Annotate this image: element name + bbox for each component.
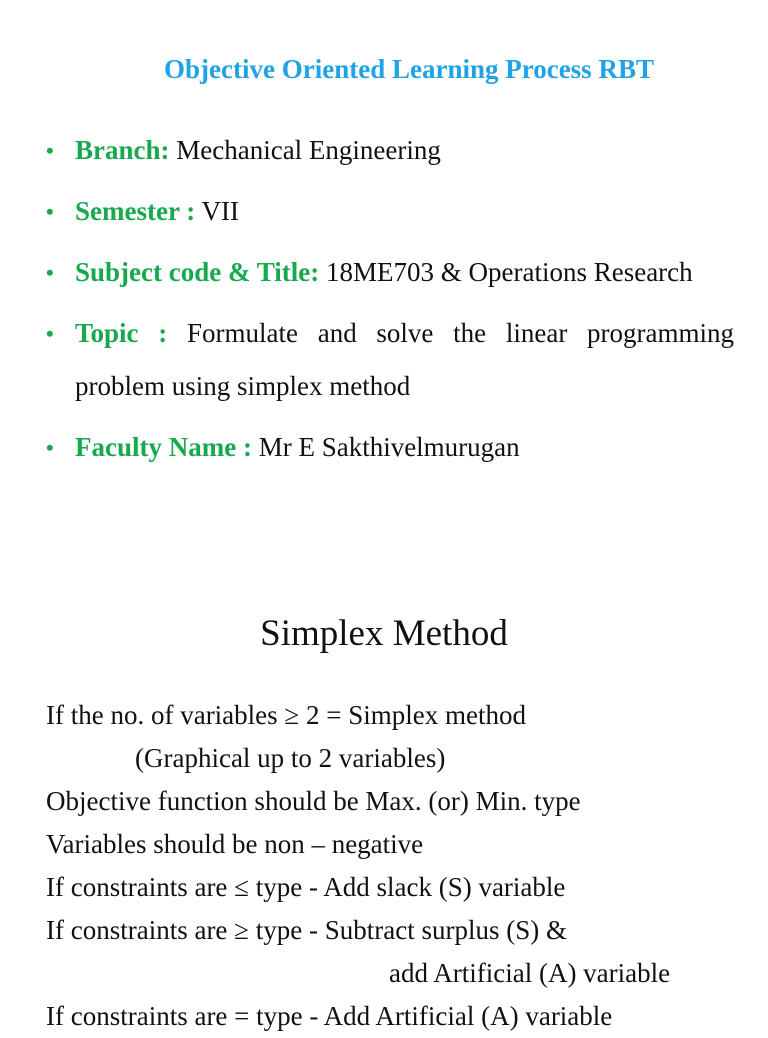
bullet-text: 18ME703 & Operations Research [325,257,693,287]
rule-line: If constraints are ≤ type - Add slack (S) variable [46,872,566,902]
slide-title: Objective Oriented Learning Process RBT [164,54,654,84]
rule-line: Variables should be non – negative [46,829,424,859]
bullet-dot: • [46,260,54,285]
bullet-topic [46,307,734,413]
bullet-faculty [46,421,734,474]
bullet-dot: • [46,435,54,460]
rule-line: Objective function should be Max. (or) Min. type [46,786,581,816]
bullet-subject [46,246,734,299]
section-title: Simplex Method [260,613,508,654]
rule-line: add Artificial (A) variable [389,958,671,988]
bullet-text: Mr E Sakthivelmurugan [258,432,520,462]
bullet-text: VII [201,196,239,226]
rule-line: (Graphical up to 2 variables) [135,743,446,773]
bullet-semester [46,185,734,238]
bullet-label: Faculty Name : [75,432,252,462]
bullet-label: Topic : [75,318,168,348]
bullet-dot: • [46,199,54,224]
bullet-branch [46,124,734,177]
bullet-label: Branch: [75,135,170,165]
bullet-label: Semester : [75,196,196,226]
rule-line: If constraints are = type - Add Artificial (A) variable [46,1001,613,1031]
bullet-text: Mechanical Engineering [176,135,441,165]
bullet-dot: • [46,321,54,346]
bullet-dot: • [46,138,54,163]
rule-line: If the no. of variables ≥ 2 = Simplex method [46,700,526,730]
bullet-label: Subject code & Title: [75,257,320,287]
course-info-list [46,124,734,482]
simplex-rules [46,694,746,1038]
bullet-text: Formulate and solve the linear programming problem using simplex method [75,318,735,401]
rule-line: If constraints are ≥ type - Subtract surplus (S) & [46,915,567,945]
